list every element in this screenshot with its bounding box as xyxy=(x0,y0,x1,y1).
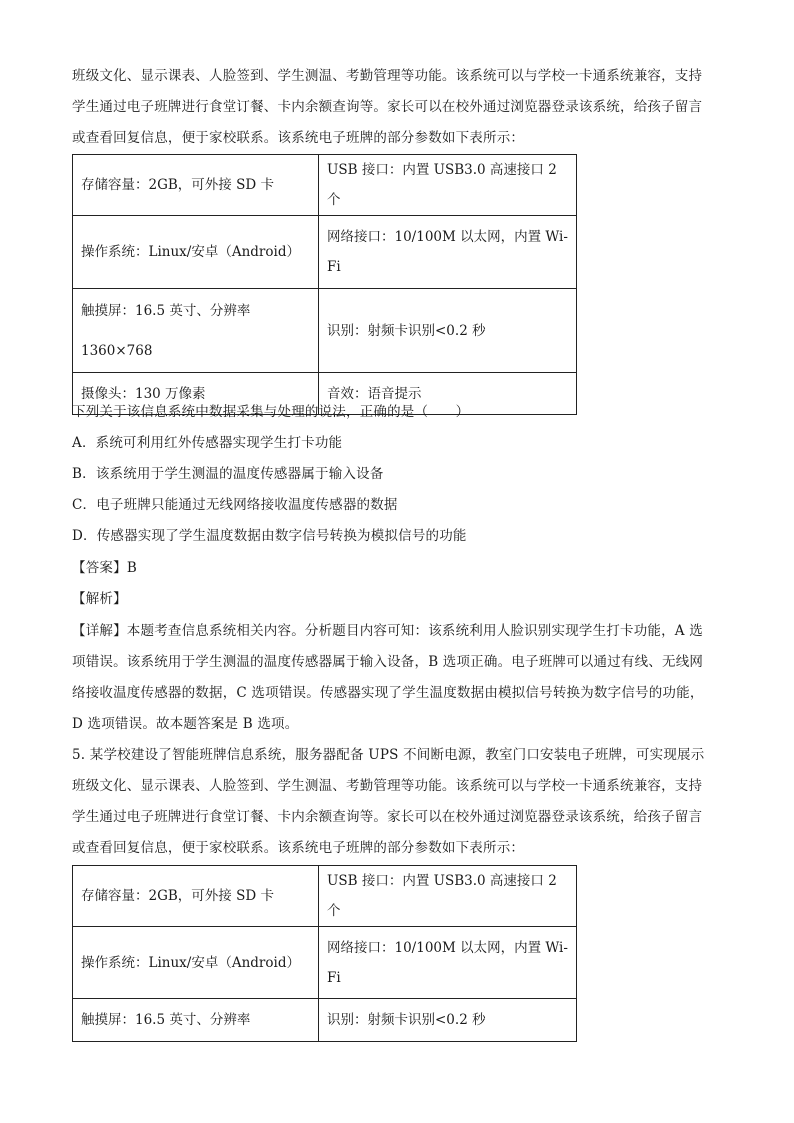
option-c: C．电子班牌只能通过无线网络接收温度传感器的数据 xyxy=(72,497,398,513)
table-row xyxy=(73,866,577,927)
detail-line: 【详解】本题考查信息系统相关内容。分析题目内容可知：该系统利用人脸识别实现学生打卡功能，A 选 xyxy=(72,623,703,639)
intro-line: 班级文化、显示课表、人脸签到、学生测温、考勤管理等功能。该系统可以与学校一卡通系统兼容，支持 xyxy=(72,68,703,84)
cell-text: 1360×768 xyxy=(81,342,153,359)
intro-line: 或查看回复信息，便于家校联系。该系统电子班牌的部分参数如下表所示： xyxy=(72,130,525,146)
q5-line: 5. 某学校建设了智能班牌信息系统，服务器配备 UPS 不间断电源，教室门口安装电子班牌，可实现展示 xyxy=(72,747,705,763)
table-cell xyxy=(319,999,577,1042)
cell-text: 识别：射频卡识别<0.2 秒 xyxy=(327,1012,486,1028)
table-cell xyxy=(73,999,319,1042)
cell-text: Fi xyxy=(327,969,341,986)
detail-line: 项错误。该系统用于学生测温的温度传感器属于输入设备，B 选项正确。电子班牌可以通过有线、无线网 xyxy=(72,654,704,670)
cell-text: 摄像头：130 万像素 xyxy=(81,385,206,402)
cell-text: 网络接口：10/100M 以太网，内置 Wi- xyxy=(327,229,568,245)
cell-text: 触摸屏：16.5 英寸、分辨率 xyxy=(81,302,251,319)
q5-line: 或查看回复信息，便于家校联系。该系统电子班牌的部分参数如下表所示： xyxy=(72,840,525,856)
cell-text: 音效：语音提示 xyxy=(327,385,422,402)
table-row xyxy=(73,216,577,289)
intro-line: 学生通过电子班牌进行食堂订餐、卡内余额查询等。家长可以在校外通过浏览器登录该系统，给孩子留言 xyxy=(72,99,703,115)
parameter-table xyxy=(72,154,577,415)
option-b: B．该系统用于学生测温的温度传感器属于输入设备 xyxy=(72,466,384,482)
option-d: D．传感器实现了学生温度数据由数字信号转换为模拟信号的功能 xyxy=(72,528,467,544)
table-cell xyxy=(73,216,319,289)
cell-text: USB 接口：内置 USB3.0 高速接口 2 个 xyxy=(327,873,557,919)
analysis-label: 【解析】 xyxy=(72,591,127,607)
cell-text: 存储容量：2GB，可外接 SD 卡 xyxy=(81,888,274,904)
option-a: A．系统可利用红外传感器实现学生打卡功能 xyxy=(72,435,343,451)
cell-text: 操作系统：Linux/安卓（Android） xyxy=(81,954,300,971)
cell-text: Fi xyxy=(327,259,341,275)
answer-label: 【答案】 xyxy=(72,560,127,576)
cell-text: 网络接口：10/100M 以太网，内置 Wi- xyxy=(327,939,568,956)
table-cell xyxy=(319,155,577,216)
table-row xyxy=(73,155,577,216)
q5-line: 学生通过电子班牌进行食堂订餐、卡内余额查询等。家长可以在校外通过浏览器登录该系统，给孩子留言 xyxy=(72,809,703,825)
question-stem: 下列关于该信息系统中数据采集与处理的说法，正确的是（ ） xyxy=(72,404,470,420)
table-row xyxy=(73,999,577,1042)
table-cell xyxy=(73,927,319,999)
cell-text: 操作系统：Linux/安卓（Android） xyxy=(81,244,300,260)
answer-value: B xyxy=(126,560,137,576)
detail-line: D 选项错误。故本题答案是 B 选项。 xyxy=(72,716,299,732)
table-cell xyxy=(319,927,577,999)
cell-text: USB 接口：内置 USB3.0 高速接口 2 个 xyxy=(327,162,557,208)
cell-text: 识别：射频卡识别<0.2 秒 xyxy=(327,322,486,339)
table-cell xyxy=(73,155,319,216)
table-cell xyxy=(73,866,319,927)
cell-text: 触摸屏：16.5 英寸、分辨率 xyxy=(81,1012,251,1028)
q5-line: 班级文化、显示课表、人脸签到、学生测温、考勤管理等功能。该系统可以与学校一卡通系统兼容，支持 xyxy=(72,778,703,794)
table-cell xyxy=(319,216,577,289)
table-cell xyxy=(73,289,319,373)
parameter-table xyxy=(72,865,577,1042)
detail-line: 络接收温度传感器的数据，C 选项错误。传感器实现了学生温度数据由模拟信号转换为数字信号的功能， xyxy=(72,685,704,701)
table-row xyxy=(73,289,577,373)
cell-text: 存储容量：2GB，可外接 SD 卡 xyxy=(81,177,274,193)
table-cell xyxy=(319,289,577,373)
answer-line xyxy=(72,558,722,578)
table-cell xyxy=(319,866,577,927)
table-row xyxy=(73,927,577,999)
